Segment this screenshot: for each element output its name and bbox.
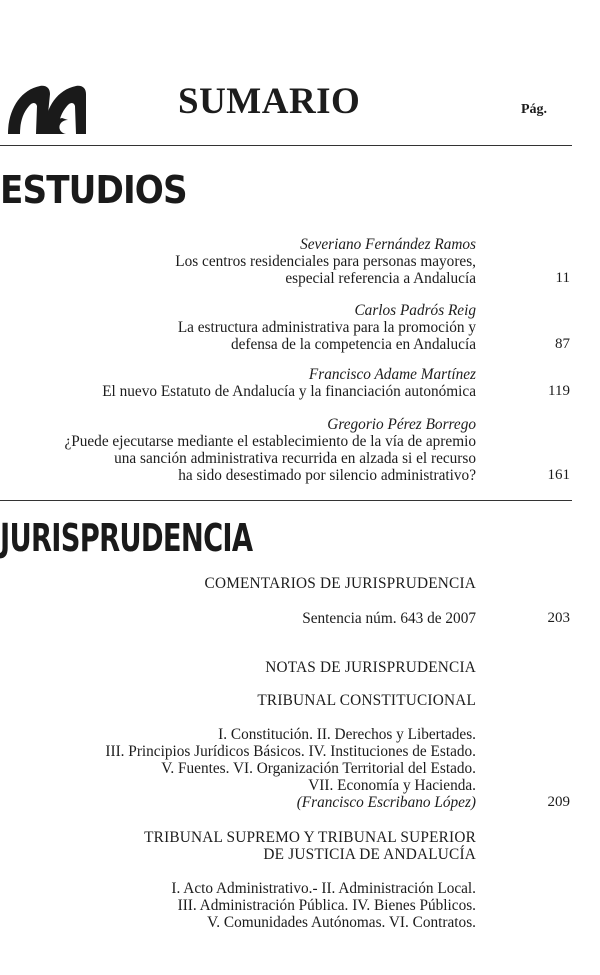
estudio-2-author: Carlos Padrós Reig [354,302,476,319]
estudio-3-title-line-1: El nuevo Estatuto de Andalucía y la financiación autonómica [102,383,476,400]
tc-line-1: I. Constitución. II. Derechos y Libertades. [218,726,476,743]
estudio-2-title-line-2: defensa de la competencia en Andalucía [230,336,476,353]
estudio-1-author: Severiano Fernández Ramos [300,236,476,253]
estudio-3-author: Francisco Adame Martínez [308,366,476,383]
estudio-3-page: 119 [548,383,570,399]
section-divider [0,500,572,501]
tc-author: (Francisco Escribano López) [296,794,476,811]
tc-line-2: III. Principios Jurídicos Básicos. IV. Instituciones de Estado. [105,743,476,760]
tc-line-3: V. Fuentes. VI. Organización Territorial del Estado. [161,760,476,777]
sentencia-entry: Sentencia núm. 643 de 2007 [302,610,476,627]
tc-page: 209 [547,794,570,810]
page-title: SUMARIO [178,81,361,122]
sentencia-page: 203 [547,610,570,626]
estudio-4-author: Gregorio Pérez Borrego [327,416,476,433]
estudio-4-title-line-1: ¿Puede ejecutarse mediante el establecimiento de la vía de apremio [64,433,476,450]
section-title-jurisprudencia: JURISPRUDENCIA [0,516,253,560]
estudio-1-page: 11 [555,270,570,286]
estudio-4-page: 161 [547,467,570,483]
header-divider [0,145,572,146]
ts-line-2: III. Administración Pública. IV. Bienes Públicos. [177,897,476,914]
ts-heading-line-2: DE JUSTICIA DE ANDALUCÍA [263,846,476,863]
tc-line-4: VII. Economía y Hacienda. [308,777,476,794]
notas-heading: NOTAS DE JURISPRUDENCIA [265,659,476,676]
estudio-1-title-line-1: Los centros residenciales para personas mayores, [175,253,476,270]
estudio-2-title-line-1: La estructura administrativa para la promoción y [177,319,476,336]
estudio-4-title-line-3: ha sido desestimado por silencio administrativo? [178,467,476,484]
estudio-1-title-line-2: especial referencia a Andalucía [285,270,476,287]
tc-heading: TRIBUNAL CONSTITUCIONAL [257,692,476,709]
section-title-estudios: ESTUDIOS [0,168,187,212]
estudio-4-title-line-2: una sanción administrativa recurrida en alzada si el recurso [114,450,476,467]
comentarios-heading: COMENTARIOS DE JURISPRUDENCIA [204,575,476,592]
estudio-2-page: 87 [555,336,570,352]
ts-line-3: V. Comunidades Autónomas. VI. Contratos. [207,914,476,931]
page-column-label: Pág. [521,102,548,117]
publisher-logo [6,80,88,136]
ts-line-1: I. Acto Administrativo.- II. Administración Local. [171,880,476,897]
ts-heading-line-1: TRIBUNAL SUPREMO Y TRIBUNAL SUPERIOR [144,829,476,846]
